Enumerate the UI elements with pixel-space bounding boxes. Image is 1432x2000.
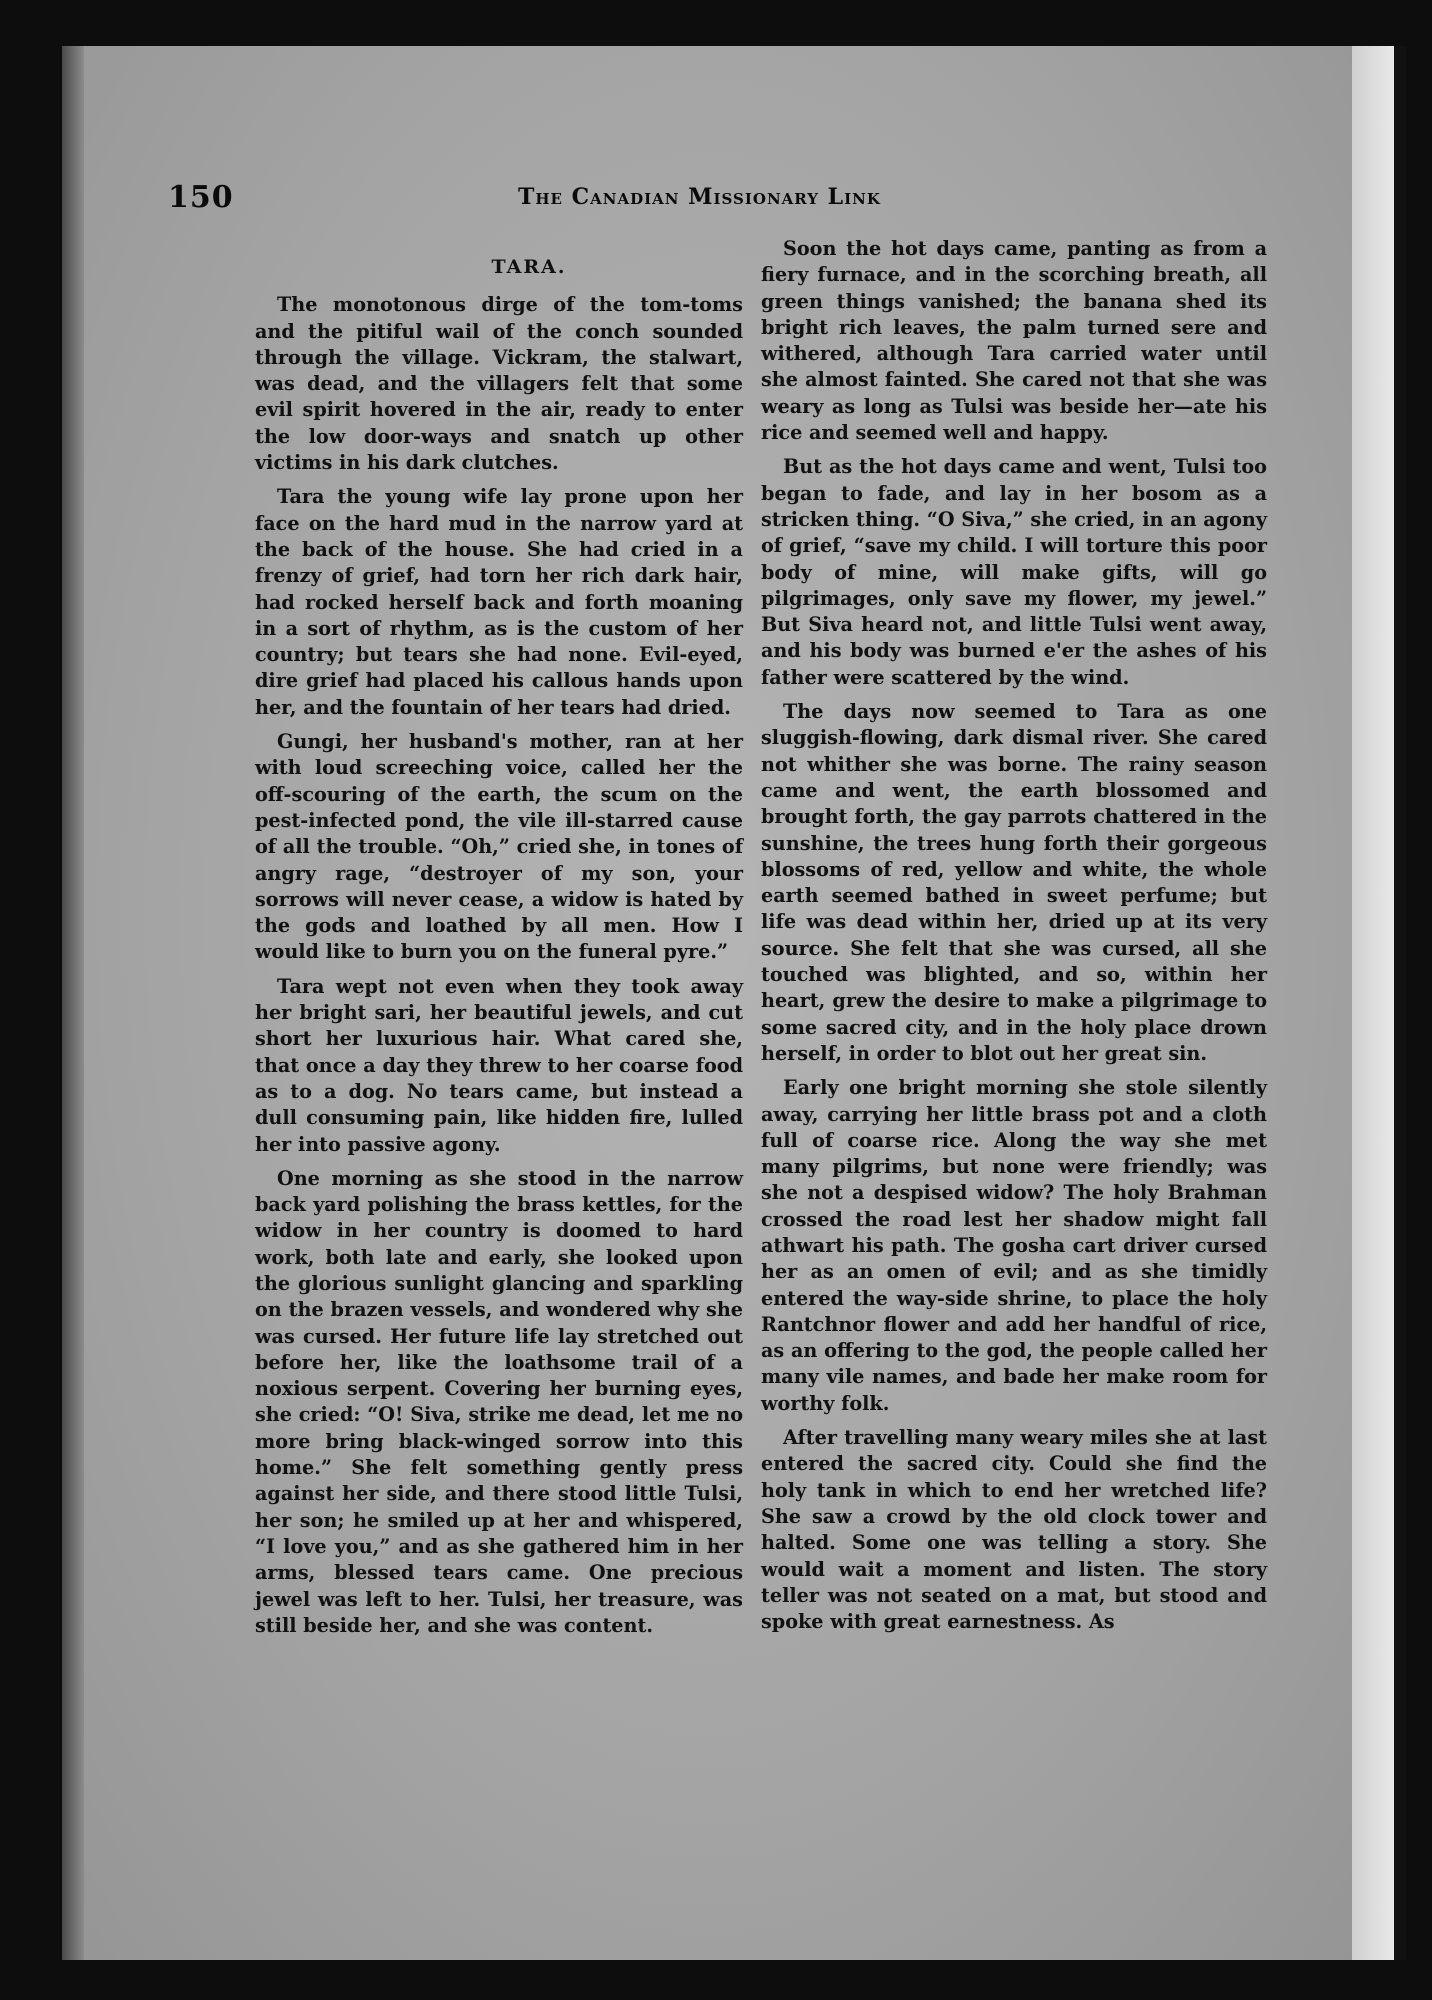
paragraph: After travelling many weary miles she at last entered the sacred city. Could she find the holy tank in which to end her wretched life? She saw a crowd by the old clock tower and halted. Some one was telling a story. She would wait a moment and listen. The story teller was not seated on a mat, but stood and spoke with great earnestness. As bbox=[761, 1426, 1267, 1634]
left-column bbox=[255, 246, 743, 1647]
page-spine-shadow bbox=[62, 46, 84, 1960]
scan-border bbox=[1394, 46, 1406, 1960]
paragraph: Soon the hot days came, panting as from a fiery furnace, and in the scorching breath, all green things vanished; the banana shed its bright rich leaves, the palm turned sere and withered, although Tara carried water until she almost fainted. She cared not that she was weary as long as Tulsi was beside her—ate his rice and seemed well and happy. bbox=[761, 237, 1267, 445]
paragraph: The monotonous dirge of the tom-toms and the pitiful wail of the conch sounded through the village. Vickram, the stalwart, was dead, and the villagers felt that some evil spirit hovered in the air, ready to enter the low door-ways and snatch up other victims in his dark clutches. bbox=[255, 293, 743, 475]
paragraph: But as the hot days came and went, Tulsi too began to fade, and lay in her bosom as a stricken thing. “O Siva,” she cried, in an agony of grief, “save my child. I will torture this poor body of mine, will make gifts, will go pilgrimages, only save my flower, my jewel.” But Siva heard not, and little Tulsi went away, and his body was burned e'er the ashes of his father were scattered by the wind. bbox=[761, 455, 1267, 689]
facing-page-edge bbox=[1352, 46, 1394, 1960]
paragraph: Gungi, her husband's mother, ran at her with loud screeching voice, called her the off-scouring of the earth, the scum on the pest-infected pond, the vile ill-starred cause of all the trouble. “Oh,” cried she, in tones of angry rage, “destroyer of my son, your sorrows will never cease, a widow is hated by the gods and loathed by all men. How I would like to burn you on the funeral pyre.” bbox=[255, 730, 743, 964]
page-number: 150 bbox=[168, 180, 234, 215]
paragraph: Tara the young wife lay prone upon her face on the hard mud in the narrow yard at the back of the house. She had cried in a frenzy of grief, had torn her rich dark hair, had rocked herself back and forth moaning in a sort of rhythm, as is the custom of her country; but tears she had none. Evil-eyed, dire grief had placed his callous hands upon her, and the fountain of her tears had dried. bbox=[255, 485, 743, 719]
paragraph: Early one bright morning she stole silently away, carrying her little brass pot and a cloth full of coarse rice. Along the way she met many pilgrims, but none were friendly; was she not a despised widow? The holy Brahman crossed the road lest her shadow might fall athwart his path. The gosha cart driver cursed her as an omen of evil; and as she timidly entered the way-side shrine, to place the holy Rantchnor flower and add her handful of rice, as an offering to the god, the people called her many vile names, and bade her make room for worthy folk. bbox=[761, 1076, 1267, 1415]
paragraph: Tara wept not even when they took away her bright sari, her beautiful jewels, and cut short her luxurious hair. What cared she, that once a day they threw to her coarse food as to a dog. No tears came, but instead a dull consuming pain, like hidden fire, lulled her into passive agony. bbox=[255, 974, 743, 1156]
paragraph: The days now seemed to Tara as one sluggish-flowing, dark dismal river. She cared not whither she was borne. The rainy season came and went, the earth blossomed and brought forth, the gay parrots chattered in the sunshine, the trees hung forth their gorgeous blossoms of red, yellow and white, the whole earth seemed bathed in sweet perfume; but life was dead within her, dried up at its very source. She felt that she was cursed, all she touched was blighted, and so, within her heart, grew the desire to make a pilgrimage to some sacred city, and in the holy place drown herself, in order to blot out her great sin. bbox=[761, 700, 1267, 1065]
article-title: TARA. bbox=[491, 256, 567, 278]
right-column bbox=[761, 236, 1267, 1643]
paragraph: One morning as she stood in the narrow back yard polishing the brass kettles, for the widow in her country is doomed to hard work, both late and early, she looked upon the glorious sunlight glancing and sparkling on the brazen vessels, and wondered why she was cursed. Her future life lay stretched out before her, like the loathsome trail of a noxious serpent. Covering her burning eyes, she cried: “O! Siva, strike me dead, let me no more bring black-winged sorrow into this home.” She felt something gently press against her side, and there stood little Tulsi, her son; he smiled up at her and whispered, “I love you,” and as she gathered him in her arms, blessed tears came. One precious jewel was left to her. Tulsi, her treasure, was still beside her, and she was content. bbox=[255, 1166, 743, 1637]
running-header bbox=[168, 180, 968, 220]
journal-title: The Canadian Missionary Link bbox=[518, 184, 881, 210]
